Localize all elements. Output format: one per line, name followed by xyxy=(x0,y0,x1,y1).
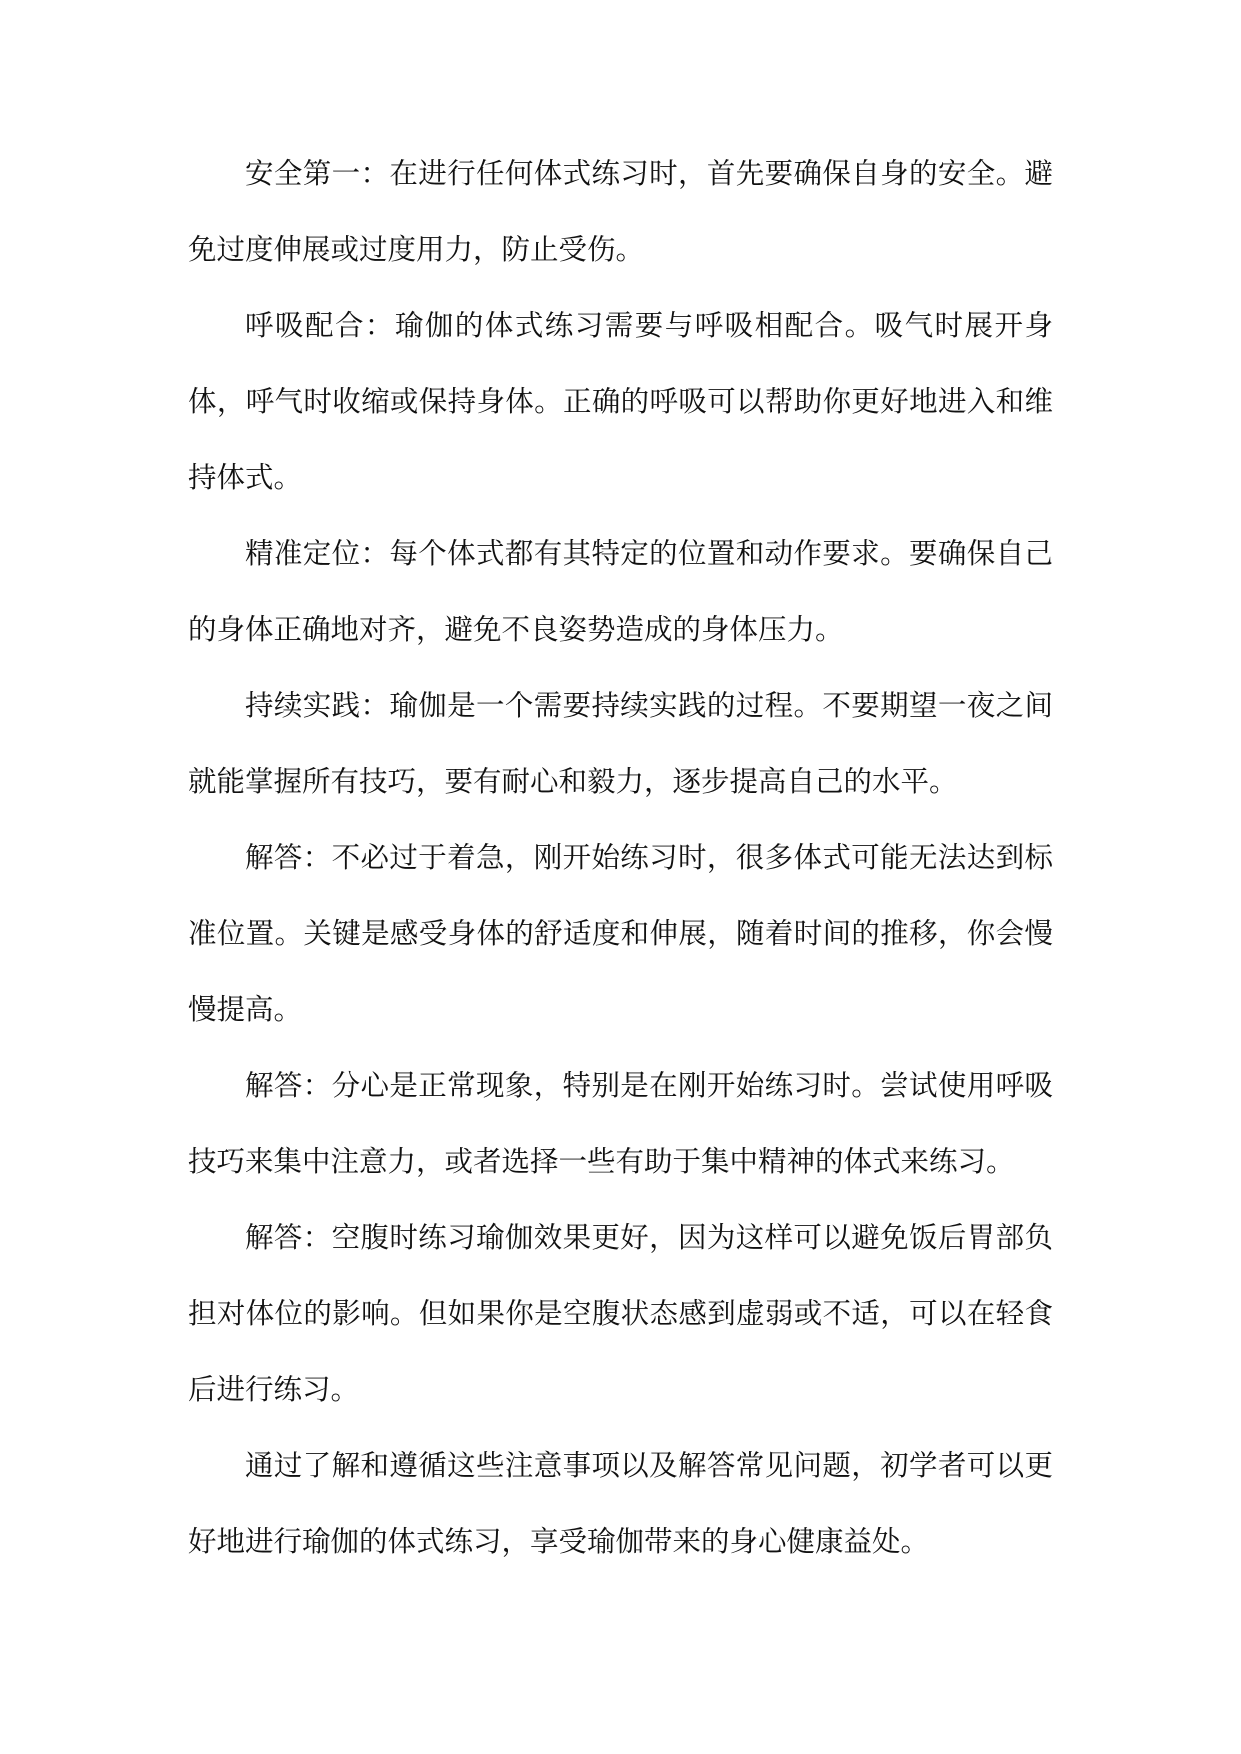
paragraph-alignment: 精准定位：每个体式都有其特定的位置和动作要求。要确保自己的身体正确地对齐，避免不良姿势造成的身体压力。 xyxy=(188,537,1053,646)
paragraph-breathing: 呼吸配合：瑜伽的体式练习需要与呼吸相配合。吸气时展开身体，呼气时收缩或保持身体。正确的呼吸可以帮助你更好地进入和维持体式。 xyxy=(188,309,1053,494)
paragraph-conclusion: 通过了解和遵循这些注意事项以及解答常见问题，初学者可以更好地进行瑜伽的体式练习，享受瑜伽带来的身心健康益处。 xyxy=(188,1449,1053,1558)
paragraph-practice: 持续实践：瑜伽是一个需要持续实践的过程。不要期望一夜之间就能掌握所有技巧，要有耐心和毅力，逐步提高自己的水平。 xyxy=(188,689,1053,798)
paragraph-answer-2: 解答：分心是正常现象，特别是在刚开始练习时。尝试使用呼吸技巧来集中注意力，或者选择一些有助于集中精神的体式来练习。 xyxy=(188,1069,1053,1178)
paragraph-safety-first: 安全第一：在进行任何体式练习时，首先要确保自身的安全。避免过度伸展或过度用力，防止受伤。 xyxy=(188,157,1053,266)
paragraph-answer-3: 解答：空腹时练习瑜伽效果更好，因为这样可以避免饭后胃部负担对体位的影响。但如果你是空腹状态感到虚弱或不适，可以在轻食后进行练习。 xyxy=(188,1221,1053,1406)
document-body xyxy=(188,136,1053,1580)
paragraph-answer-1: 解答：不必过于着急，刚开始练习时，很多体式可能无法达到标准位置。关键是感受身体的舒适度和伸展，随着时间的推移，你会慢慢提高。 xyxy=(188,841,1053,1026)
